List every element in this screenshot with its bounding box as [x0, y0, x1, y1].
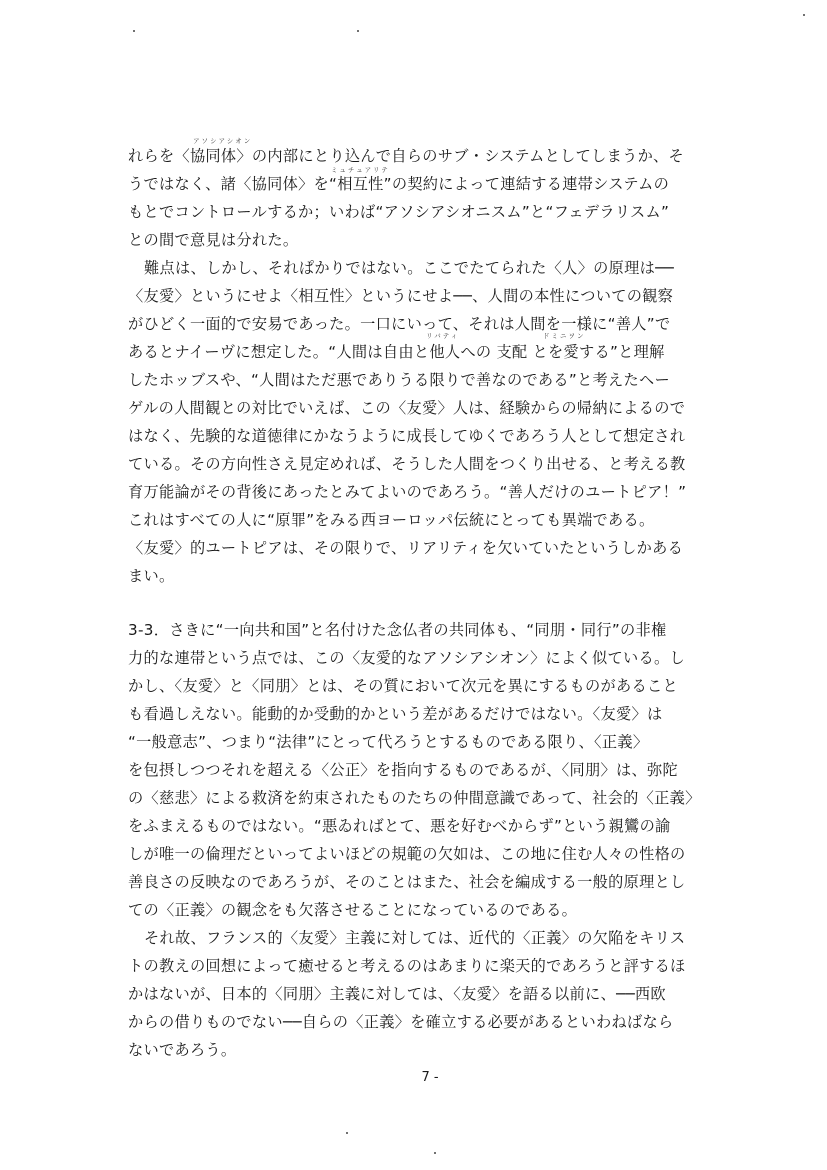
scan-speck [346, 1132, 348, 1134]
scan-speck [434, 1152, 436, 1154]
text-line: トの教えの回想によって癒せると考えるのはあまりに楽天的であろうと評するほ [128, 957, 686, 975]
ruby-associations: アソシアシオン [193, 137, 253, 145]
text-line: したホッブスや、“人間はただ悪でありうる限りで善なのである”と考えたヘー [128, 371, 670, 389]
text-line: あるとナイーヴに想定した。“人間は自由と他人への 支配 とを愛する”と理解 [128, 343, 665, 361]
text-line: うではなく、諸〈協同体〉を“相互性”の契約によって連結する連帯システムの [128, 175, 670, 193]
text-line: 3-3．さきに“一向共和国”と名付けた念仏者の共同体も、“同朋・同行”の非権 [128, 621, 667, 639]
scan-speck [803, 14, 805, 16]
text-line: もとでコントロールするか；いわば“アソシアシオニスム”と“フェデラリスム” [128, 203, 670, 221]
text-line: ている。その方向性さえ見定めれば、そうした人間をつくり出せる、と考える教 [128, 455, 686, 473]
text-line: それ故、フランス的〈友愛〉主義に対しては、近代的〈正義〉の欠陥をキリス [144, 929, 686, 947]
page-number: 7 - [421, 1070, 439, 1085]
text-line: 善良さの反映なのであろうが、そのことはまた、社会を編成する一般的原理とし [128, 873, 686, 891]
ruby-mutualite: ミュチュアリテ [331, 166, 390, 174]
text-line: との間で意見は分れた。 [128, 231, 299, 249]
text-line: れらを〈協同体〉の内部にとり込んで自らのサブ・システムとしてしまうか、そ [128, 147, 685, 165]
text-line: からの借りものでない──自らの〈正義〉を確立する必要があるといわねばなら [128, 1013, 674, 1031]
text-line: ゲルの人間観との対比でいえば、この〈友愛〉人は、経験からの帰納によるので [128, 399, 686, 417]
ruby-dominion: ドミニヲン [543, 332, 586, 340]
scan-speck [133, 30, 135, 32]
text-line: はなく、先験的な道徳律にかなうように成長してゆくであろう人として想定され [128, 427, 686, 445]
text-line: かはないが、日本的〈同朋〉主義に対しては、〈友愛〉を語る以前に、──西欧 [128, 985, 666, 1003]
text-line: ないであろう。 [128, 1041, 237, 1059]
text-line: “一般意志”、つまり“法律”にとって代ろうとするものである限り、〈正義〉 [128, 733, 649, 751]
text-line: まい。 [128, 567, 175, 585]
text-line: 難点は、しかし、それぱかりではない。ここでたてられた〈人〉の原理は── [144, 259, 674, 277]
text-line: の〈慈悲〉による救済を約束されたものたちの仲間意識であって、社会的〈正義〉 [128, 789, 701, 807]
text-line: 育万能論がその背後にあったとみてよいのであろう。“善人だけのユートピア！” [128, 483, 687, 501]
text-line: かし、〈友愛〉と〈同朋〉とは、その質において次元を異にするものがあること [128, 677, 678, 695]
text-line: ての〈正義〉の観念をも欠落させることになっているのである。 [128, 901, 578, 919]
scan-speck [357, 30, 359, 32]
text-line: これはすべての人に“原罪”をみる西ヨーロッパ伝統にとっても異端である。 [128, 511, 655, 529]
text-line: がひどく一面的で安易であった。一口にいって、それは人間を一様に“善人”で [128, 315, 671, 333]
text-line: をふまえるものではない。“悪ゐればとて、悪を好むべからず”という親鸞の諭 [128, 817, 671, 835]
text-line: 〈友愛〉というにせよ〈相互性〉というにせよ──、人間の本性についての観察 [128, 287, 674, 305]
text-line: も看過しえない。能動的か受動的かという差があるだけではない。〈友愛〉は [128, 705, 663, 723]
text-line: 力的な連帯という点では、この〈友愛的なアソシアシオン〉によく似ている。し [128, 649, 685, 667]
text-line: 〈友愛〉的ユートピアは、その限りで、リアリティを欠いていたというしかある [128, 539, 684, 557]
text-line: を包摂しつつそれを超える〈公正〉を指向するものであるが、〈同朋〉は、弥陀 [128, 761, 678, 779]
ruby-liberty: リバティ [426, 332, 460, 340]
text-line: しが唯一の倫理だといってよいほどの規範の欠如は、この地に住む人々の性格の [128, 845, 686, 863]
